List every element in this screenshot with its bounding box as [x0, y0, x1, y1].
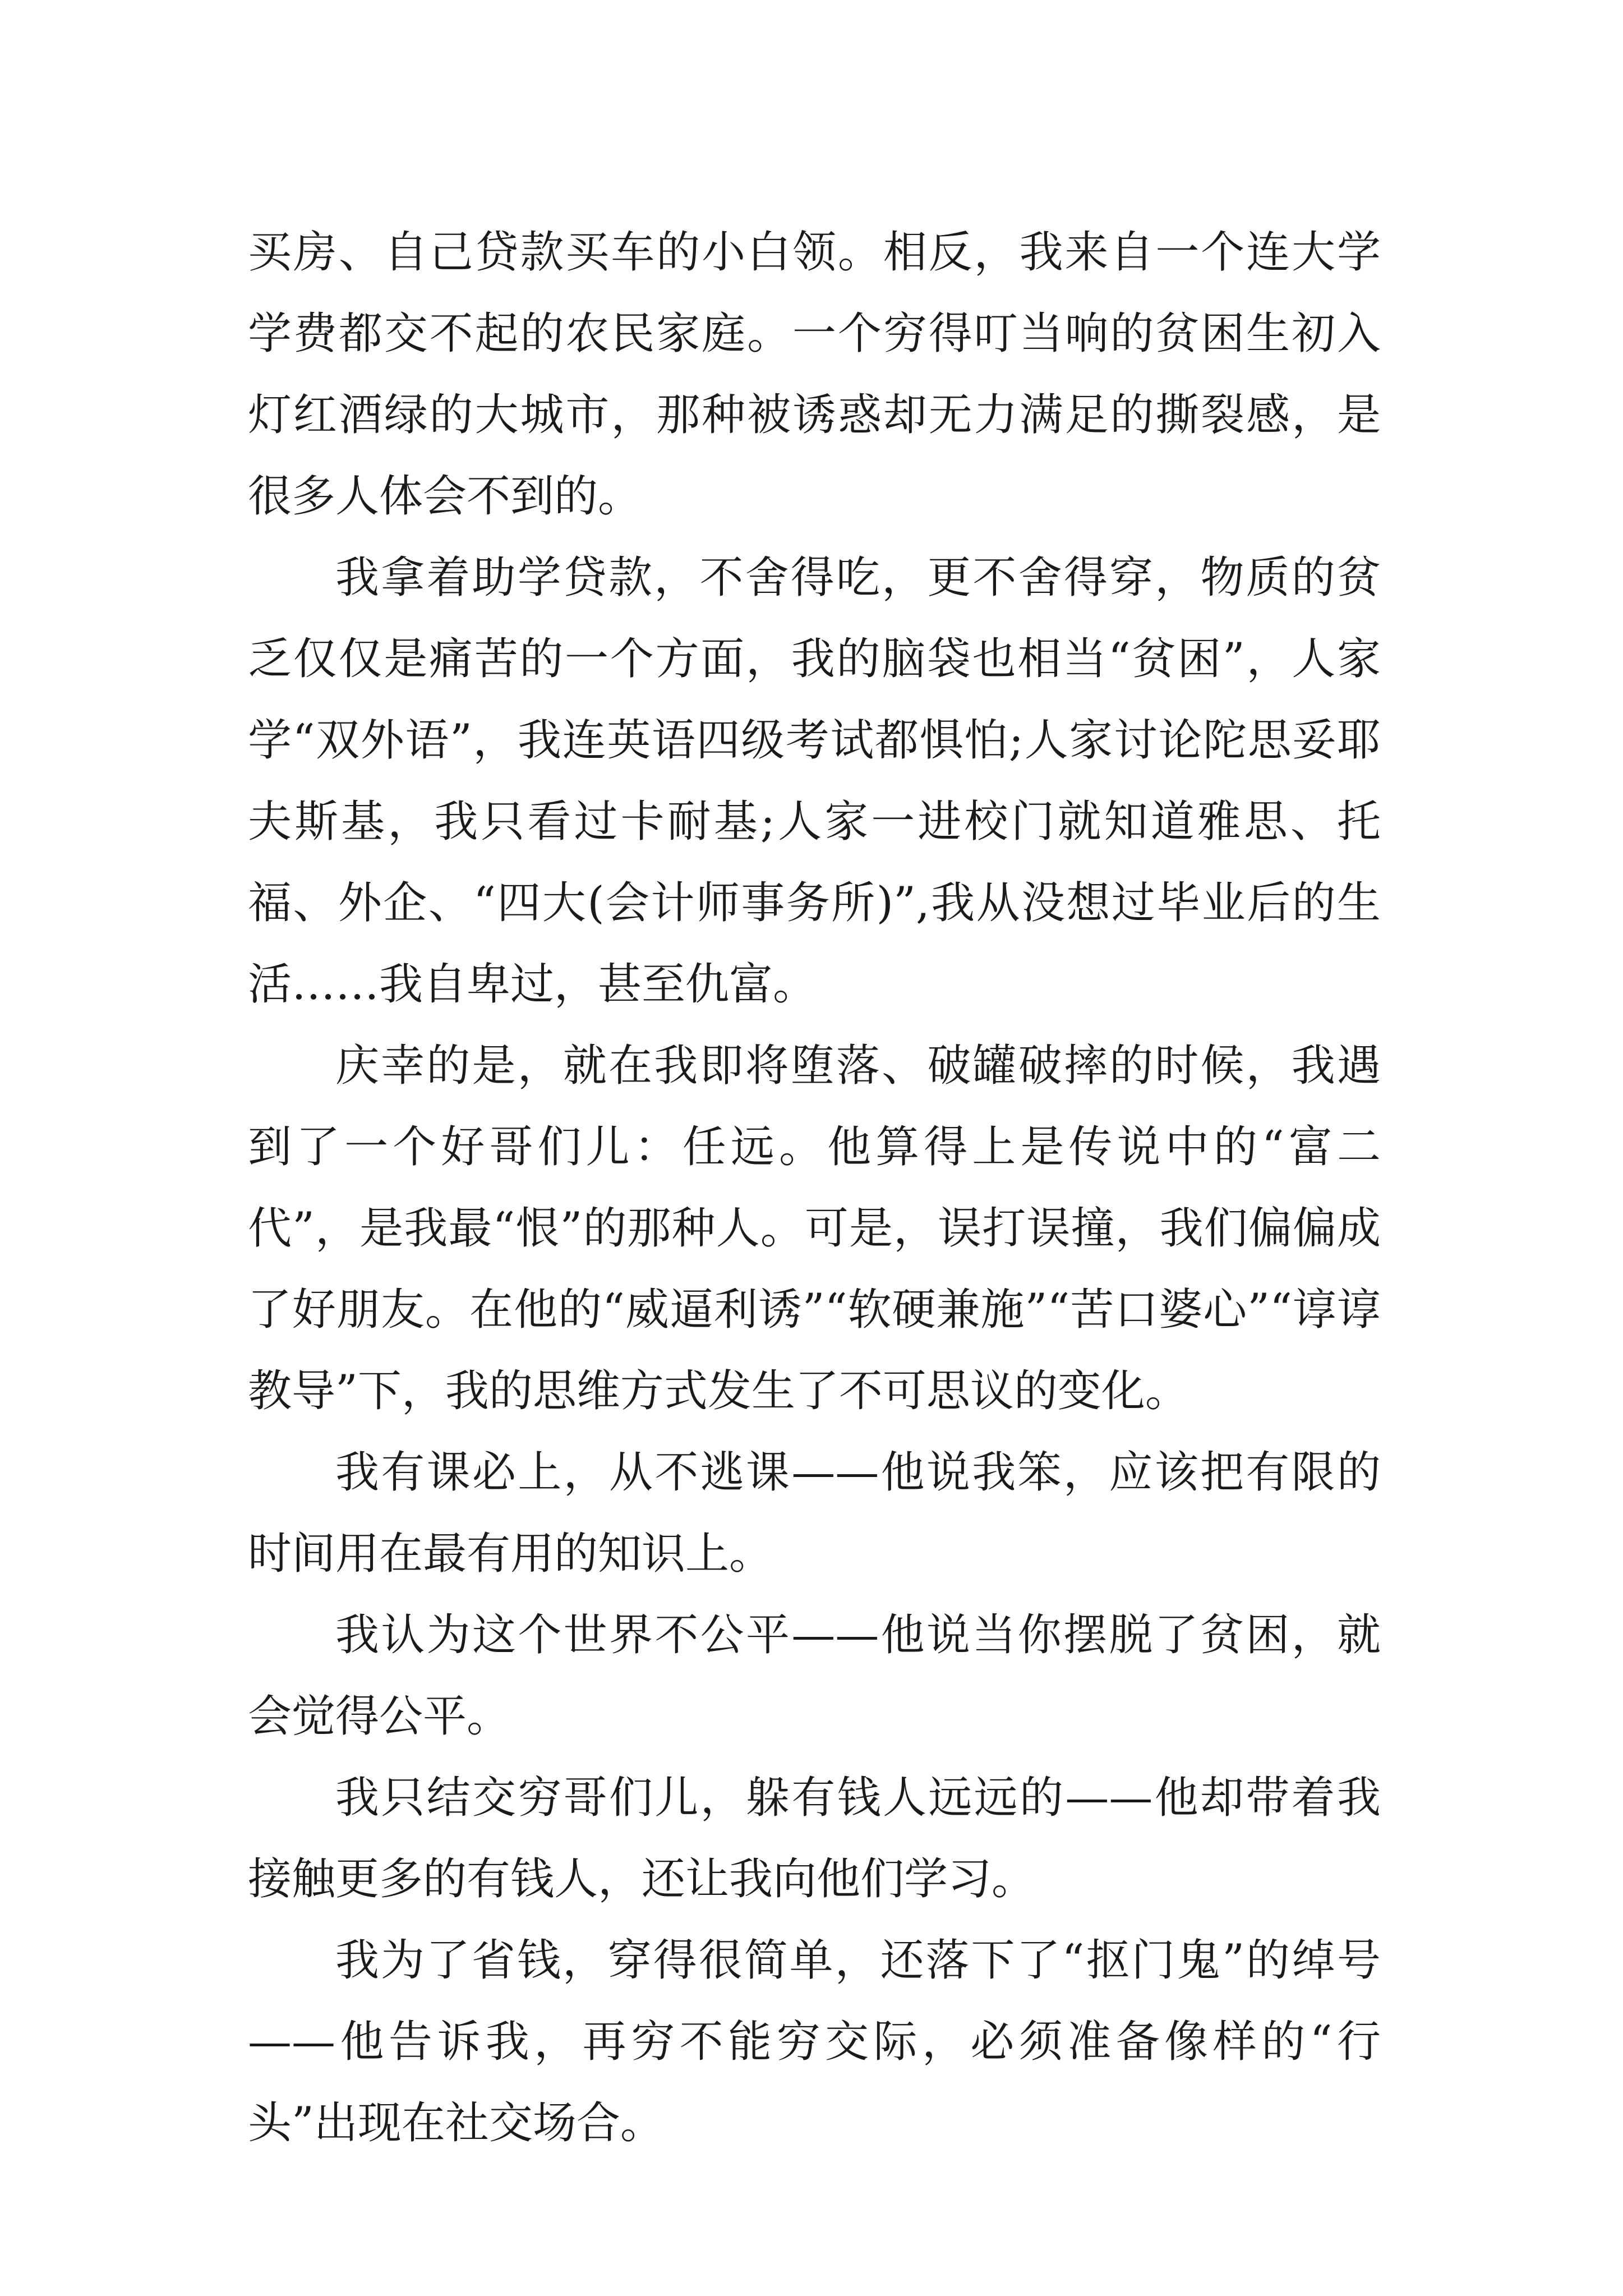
- paragraph-6: 我只结交穷哥们儿，躲有钱人远远的——他却带着我接触更多的有钱人，还让我向他们学习。: [248, 1773, 1381, 1904]
- paragraph-5: 我认为这个世界不公平——他说当你摆脱了贫困，就会觉得公平。: [248, 1610, 1381, 1742]
- paragraph-4: 我有课必上，从不逃课——他说我笨，应该把有限的时间用在最有用的知识上。: [248, 1447, 1381, 1579]
- paragraph-7: 我为了省钱，穿得很简单，还落下了“抠门鬼”的绰号——他告诉我，再穷不能穷交际，必须准备像样的“行头”出现在社交场合。: [248, 1935, 1381, 2148]
- paragraph-2: 我拿着助学贷款，不舍得吃，更不舍得穿，物质的贫乏仅仅是痛苦的一个方面，我的脑袋也相当“贫困”，人家学“双外语”，我连英语四级考试都惧怕;人家讨论陀思妥耶夫斯基，我只看过卡耐基;人家一进校门就知道雅思、托福、外企、“四大(会计师事务所)”,我从没想过毕业后的生活……我自卑过，甚至仇富。: [248, 553, 1381, 1010]
- paragraph-1: 买房、自己贷款买车的小白领。相反，我来自一个连大学学费都交不起的农民家庭。一个穷得叮当响的贫困生初入灯红酒绿的大城市，那种被诱惑却无力满足的撕裂感，是很多人体会不到的。: [248, 227, 1381, 522]
- document-body: [248, 212, 1381, 2164]
- paragraph-3: 庆幸的是，就在我即将堕落、破罐破摔的时候，我遇到了一个好哥们儿：任远。他算得上是传说中的“富二代”，是我最“恨”的那种人。可是，误打误撞，我们偏偏成了好朋友。在他的“威逼利诱”“软硬兼施”“苦口婆心”“谆谆教导”下，我的思维方式发生了不可思议的变化。: [248, 1041, 1381, 1416]
